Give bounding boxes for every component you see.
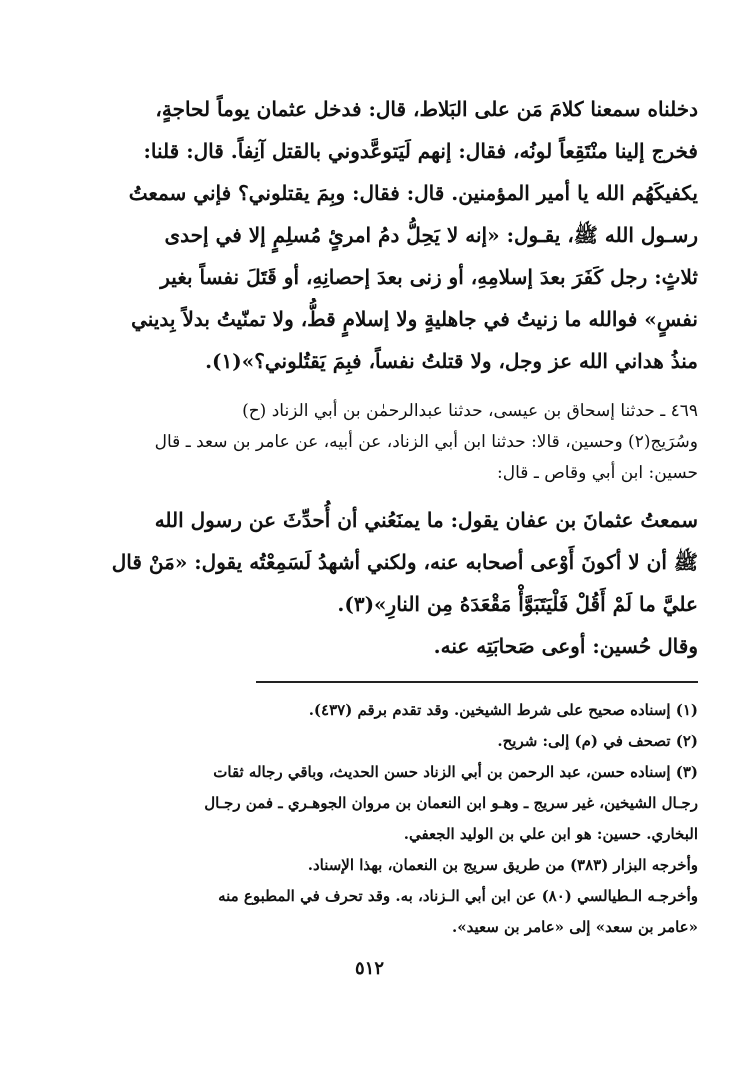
hadith-text-block — [68, 499, 698, 667]
chain-line: حسين: ابن أبي وقاص ـ قال: — [497, 463, 698, 483]
text-line: نفسٍ» فوالله ما زنيتُ في جاهليةٍ ولا إسلامٍ قطُّ، ولا تمنّيتُ بدلاً بِديني — [131, 307, 698, 331]
text-line: يكفيكَهُم الله يا أمير المؤمنين. قال: فقال: وبِمَ يقتلوني؟ فإني سمعتُ — [128, 181, 698, 205]
footnote-line: وأخرجه البزار (٣٨٣) من طريق سريج بن النعمان، بهذا الإسناد. — [307, 856, 698, 874]
footnote-line: البخاري. حسين: هو ابن علي بن الوليد الجعفي. — [403, 825, 698, 843]
text-line: سمعتُ عثمانَ بن عفان يقول: ما يمنَعُني أن أُحدِّثَ عن رسول الله — [154, 508, 698, 532]
hadith-chain-block — [68, 396, 698, 489]
footnote-divider — [256, 681, 698, 683]
page-body — [68, 88, 698, 943]
footnote-line: رجـال الشيخين، غير سريج ـ وهـو ابن النعمان بن مروان الجوهـري ـ فمن رجـال — [204, 794, 698, 812]
text-line: منذُ هداني الله عز وجل، ولا قتلتُ نفساً، فبِمَ يَقتُلوني؟»(١). — [205, 349, 698, 373]
footnote-line: (٣) إسناده حسن، عبد الرحمن بن أبي الزناد حسن الحديث، وباقي رجاله ثقات — [213, 763, 698, 781]
footnote-line: (٢) تصحف في (م) إلى: شريح. — [497, 732, 698, 750]
text-line: فخرج إلينا منْتَقِعاً لونُه، فقال: إنهم لَيَتوعَّدوني بالقتل آنِفاً. قال: قلنا: — [143, 139, 698, 163]
text-line: رسـول الله ﷺ، يقـول: «إنه لا يَحِلُّ دمُ امرئٍ مُسلِمٍ إلا في إحدى — [164, 223, 698, 247]
page-number: ٥١٢ — [354, 958, 384, 979]
main-text-block — [68, 88, 698, 382]
text-line: عليَّ ما لَمْ أَقُلْ فَلْيَتَبَوَّأْ مَقْعَدَهُ مِن النارِ»(٣). — [337, 592, 698, 616]
text-line: ﷺ أن لا أكونَ أَوْعى أصحابه عنه، ولكني أشهدُ لَسَمِعْتُه يقول: «مَنْ قال — [111, 550, 698, 574]
footnotes-block — [68, 695, 698, 943]
text-line: ثلاثٍ: رجل كَفَرَ بعدَ إسلامِهِ، أو زنى بعدَ إحصانِهِ، أو قَتَلَ نفساً بغير — [160, 265, 698, 289]
text-line: دخلناه سمعنا كلامَ مَن على البَلاط، قال: فدخل عثمان يوماً لحاجةٍ، — [155, 97, 698, 121]
footnote-line: «عامر بن سعد» إلى «عامر بن سعيد». — [451, 918, 698, 936]
footnote-line: وأخرجـه الـطيالسي (٨٠) عن ابن أبي الـزناد، به. وقد تحرف في المطبوع منه — [218, 887, 698, 905]
footnote-line: (١) إسناده صحيح على شرط الشيخين. وقد تقدم برقم (٤٣٧). — [308, 701, 698, 719]
chain-line: ٤٦٩ ـ حدثنا إسحاق بن عيسى، حدثنا عبدالرحمٰن بن أبي الزناد (ح) — [242, 401, 698, 421]
text-line: وقال حُسين: أوعى صَحابَتِه عنه. — [433, 634, 698, 658]
chain-line: وسُرَيج(٢) وحسين، قالا: حدثنا ابن أبي الزناد، عن أبيه، عن عامر بن سعد ـ قال — [154, 432, 698, 452]
